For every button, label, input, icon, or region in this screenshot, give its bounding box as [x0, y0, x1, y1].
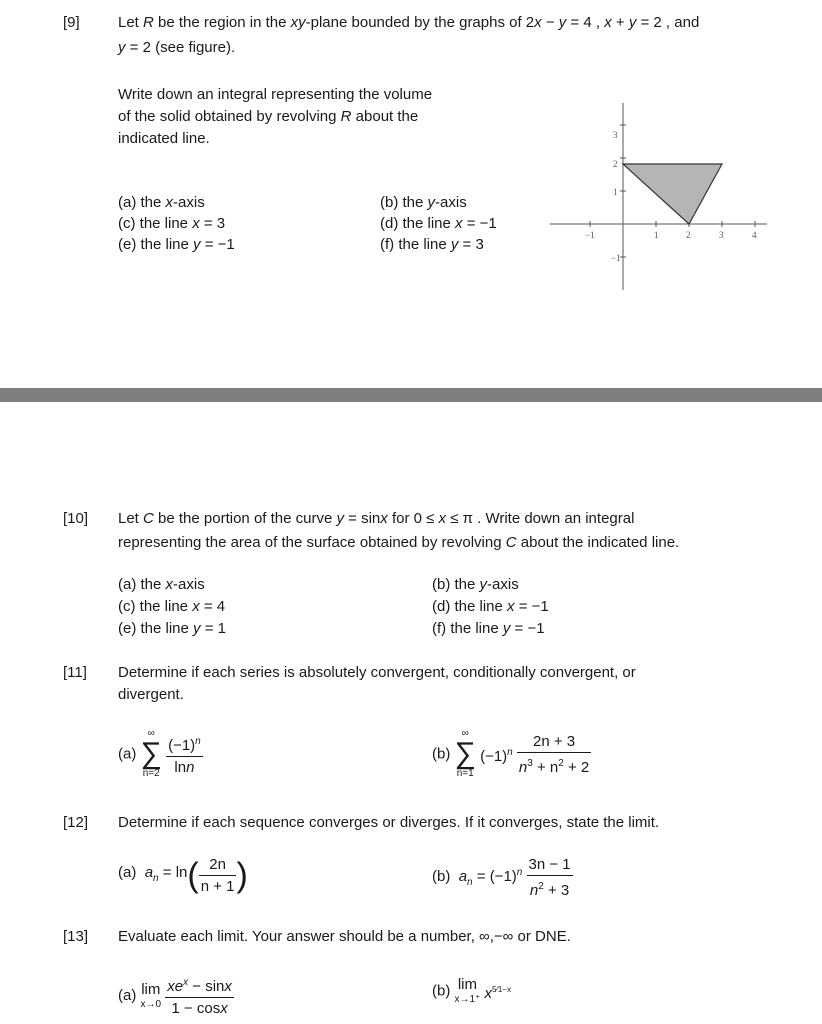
x-tick-label: −1: [585, 230, 595, 240]
limit-a-fraction: $\frac{xe^x - \sin x}{1 - \cos x}$: [167, 977, 232, 1017]
region-r-figure: [545, 98, 775, 294]
limit-a: lim x→0: [140, 980, 162, 1010]
problem-10-number: [10]: [63, 510, 89, 527]
problem-11-statement-line-2: divergent.: [118, 686, 184, 703]
x-tick-label: 1: [654, 230, 659, 240]
problem-9-task-line-3: indicated line.: [118, 130, 210, 147]
problem-9-statement-line-2: y = 2 (see figure).: [118, 39, 236, 56]
problem-12-number: [12]: [63, 814, 89, 831]
sequence-b-fraction: $\frac{3n - 1}{n^2 + 3}$: [528, 856, 571, 899]
problem-12-statement: Determine if each sequence converges or diverges. If it converges, state the limit.: [118, 814, 660, 831]
y-tick-label: −1: [611, 253, 621, 263]
problem-9-part-c: (c) the line x = 3: [118, 215, 226, 232]
problem-11-statement: Determine if each series is absolutely convergent, conditionally convergent, or: [118, 664, 636, 681]
problem-9-part-a: (a) the x-axis: [118, 194, 205, 211]
problem-10-part-d: (d) the line x = −1: [432, 598, 549, 615]
problem-10-statement: Let C be the portion of the curve y = sinx for 0 ≤ x ≤ π . Write down an integral: [118, 510, 635, 527]
limit-b: lim x→1⁺: [454, 976, 481, 1005]
summation-a: ∞ ∑ n=2: [140, 728, 162, 779]
problem-9-part-e: (e) the line y = −1: [118, 236, 235, 253]
sequence-a-fraction: $\frac{2n}{n + 1}$: [200, 856, 235, 895]
x-tick-label: 2: [686, 230, 691, 240]
y-tick-label: 1: [613, 187, 618, 197]
region-r-shaded: [623, 164, 722, 224]
problem-13-statement: Evaluate each limit. Your answer should be a number, ∞,−∞ or DNE.: [118, 928, 571, 945]
y-tick-label: 2: [613, 159, 618, 169]
problem-11-number: [11]: [63, 664, 87, 681]
problem-13-part-b: (b) lim x→1⁺ $x^{5⁄1-x}$: [432, 976, 511, 1005]
problem-13-part-a: (a) lim x→0 $\frac{xe^x - \sin x}{1 - \cos x}$: [118, 972, 234, 1019]
problem-10-part-c: (c) the line x = 4: [118, 598, 226, 615]
x-tick-label: 4: [752, 230, 757, 240]
summation-b: ∞ ∑ n=1: [454, 728, 476, 779]
series-b-term: $\frac{2n + 3}{n^3 + n^2 + 2}$: [518, 732, 590, 776]
problem-9-part-d: (d) the line x = −1: [380, 215, 497, 232]
problem-9-task-line-2: of the solid obtained by revolving R about the: [118, 108, 419, 125]
problem-10-part-f: (f) the line y = −1: [432, 620, 545, 637]
x-tick-label: 3: [719, 230, 724, 240]
problem-13-number: [13]: [63, 928, 89, 945]
problem-9-task-line-1: Write down an integral representing the volume: [118, 86, 433, 103]
problem-10-part-b: (b) the y-axis: [432, 576, 519, 593]
section-divider: [0, 388, 822, 402]
y-tick-label: 3: [613, 130, 618, 140]
problem-11-part-a: (a) ∞ ∑ n=2 $\frac{(-1)^n}{\ln n}$: [118, 728, 201, 779]
problem-9-part-f: (f) the line y = 3: [380, 236, 484, 253]
problem-10-statement-line-2: representing the area of the surface obtained by revolving C about the indicated line.: [118, 534, 680, 551]
problem-9-statement: Let R be the region in the xy-plane bounded by the graphs of 2x − y = 4 , x + y = 2 , and: [118, 14, 700, 31]
problem-12-part-a: (a) $a_n = \ln$( $\frac{2n}{n + 1}$ ): [118, 856, 248, 895]
series-a-term: $\frac{(-1)^n}{\ln n}$: [168, 735, 201, 776]
problem-12-part-b: (b) $a_n = (-1)^n$ $\frac{3n - 1}{n^2 + 3}$: [432, 856, 571, 899]
problem-11-part-b: (b) ∞ ∑ n=1 $(-1)^n$ $\frac{2n + 3}{n^3 + n^2 + 2}$: [432, 728, 590, 779]
problem-10-part-e: (e) the line y = 1: [118, 620, 226, 637]
problem-9-part-b: (b) the y-axis: [380, 194, 467, 211]
problem-9-number: [9]: [63, 14, 80, 31]
problem-10-part-a: (a) the x-axis: [118, 576, 205, 593]
